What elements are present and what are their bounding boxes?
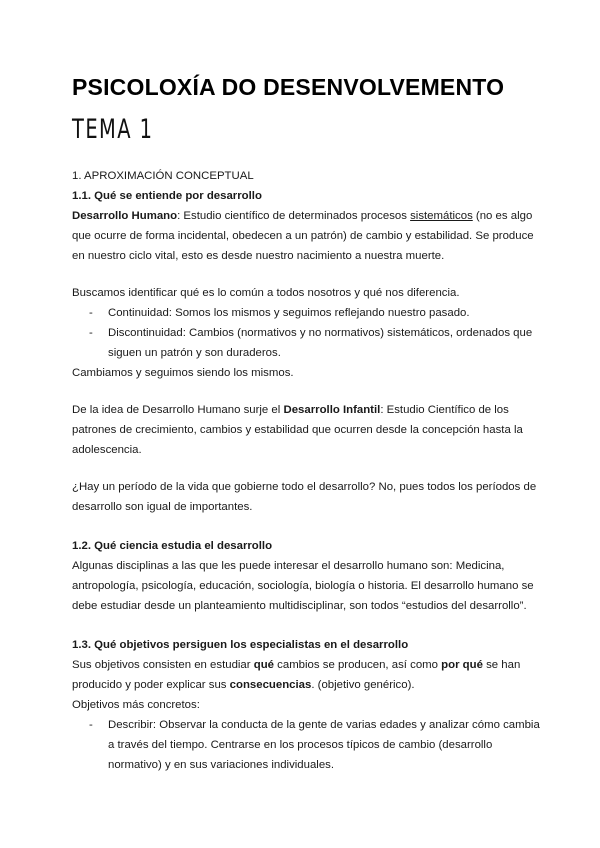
subsection-heading-1-2: 1.2. Qué ciencia estudia el desarrollo — [72, 540, 273, 552]
bullet-dash: - — [89, 719, 93, 731]
paragraph-objectives: Sus objetivos consisten en estudiar qué cambios se producen, así como por qué se han producido y poder explicar sus consecuencias. (objetivo genérico). — [72, 659, 521, 691]
paragraph-concrete-objectives: Objetivos más concretos: — [72, 699, 200, 711]
paragraph-question: ¿Hay un período de la vida que gobierne todo el desarrollo? No, pues todos los períodos de desarrollo son igual de importantes. — [72, 481, 537, 513]
document-body — [72, 166, 542, 775]
bullet-dash: - — [89, 327, 93, 339]
document-subtitle: TEMA 1 — [72, 114, 154, 145]
subsection-heading-1-3: 1.3. Qué objetivos persiguen los especialistas en el desarrollo — [72, 639, 409, 651]
subsection-heading-1-1: 1.1. Qué se entiende por desarrollo — [72, 190, 262, 202]
paragraph-definition: Desarrollo Humano: Estudio científico de determinados procesos sistemáticos (no es algo que ocurre de forma incidental, obedecen a un patrón) de cambio y estabilidad. Se produce en nuestro ciclo vital, esto es desde nuestro nacimiento a nuestra muerte. — [72, 210, 534, 262]
paragraph-infantil: De la idea de Desarrollo Humano surje el Desarrollo Infantil: Estudio Científico de los patrones de crecimiento, cambios y estabilidad que ocurren desde la concepción hasta la adolescencia. — [72, 404, 523, 456]
list-item-continuity: - Continuidad: Somos los mismos y seguimos reflejando nuestro pasado. — [72, 303, 542, 323]
document-title: PSICOLOXÍA DO DESENVOLVEMENTO — [72, 74, 505, 100]
list-item-discontinuity: - Discontinuidad: Cambios (normativos y no normativos) sistemáticos, ordenados que siguen un patrón y son duraderos. — [72, 323, 542, 363]
section-heading: 1. APROXIMACIÓN CONCEPTUAL — [72, 170, 254, 182]
list-item-describe: - Describir: Observar la conducta de la gente de varias edades y analizar cómo cambia a través del tiempo. Centrarse en los procesos típicos de cambio (desarrollo normativo) y en sus variaciones individuales. — [72, 715, 542, 775]
bullet-dash: - — [89, 307, 93, 319]
paragraph-search-intro: Buscamos identificar qué es lo común a todos nosotros y qué nos diferencia. — [72, 287, 460, 299]
paragraph-closing: Cambiamos y seguimos siendo los mismos. — [72, 367, 294, 379]
paragraph-disciplines: Algunas disciplinas a las que les puede interesar el desarrollo humano son: Medicina, antropología, psicología, educación, sociología, biología o historia. El desarrollo humano se debe estudiar desde un planteamiento multidisciplinar, son todos “estudios del desarrollo”. — [72, 560, 534, 612]
